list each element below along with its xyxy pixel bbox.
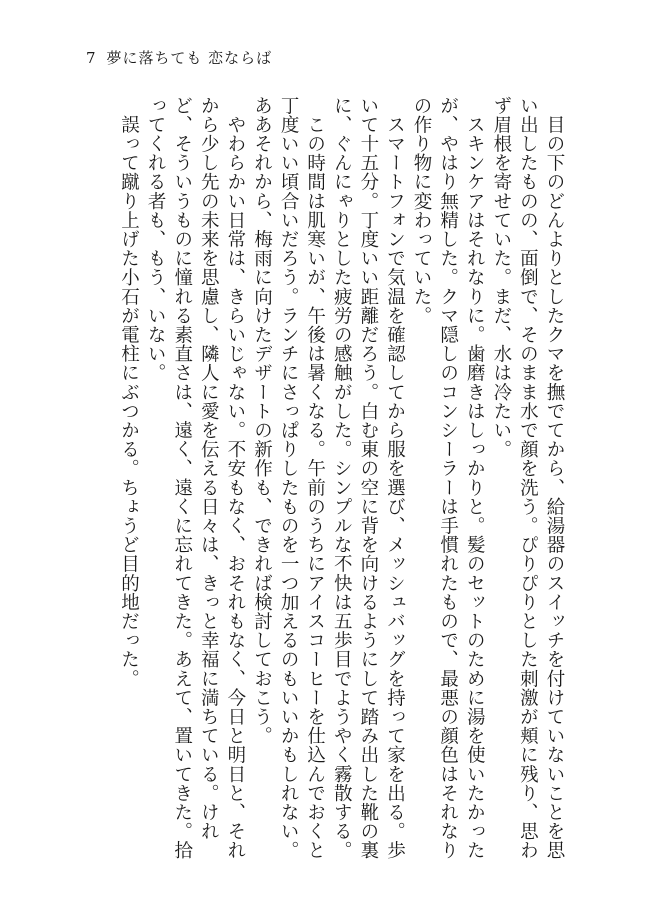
paragraph: 誤って蹴り上げた小石が電柱にぶつかる。ちょうど目的地だった。 xyxy=(118,96,140,689)
running-title: 夢に落ちても 恋ならば xyxy=(106,49,273,67)
paragraph: スキンケアはそれなりに。歯磨きはしっかりと。髪のセットのために湯を使いたかったが、やはり無精した。クマ隠しのコンシーラーは手慣れたもので、最悪の顔色はそれなりの作り物に変わっていた。 xyxy=(411,96,486,860)
running-header xyxy=(86,47,272,68)
body-text xyxy=(87,96,567,871)
paragraph: やわらかい日常は、きらいじゃない。不安もなく、おそれもなく、今日と明日と、それから少し先の未来を思慮し、隣人に愛を伝える日々は、きっと幸福に満ちている。けれど、そういうものに憧れる素直さは、遠く、遠くに忘れてきた。あえて、置いてきた。拾ってくれる者も、もう、いない。 xyxy=(145,96,246,860)
page-number: 7 xyxy=(86,49,97,67)
paragraph: 目の下のどんよりとしたクマを撫でてから、給湯器のスイッチを付けていないことを思い出したものの、面倒で、そのまま水で顔を洗う。ぴりぴりとした刺激が頬に残り、思わず眉根を寄せていた。まだ、水は冷たい。 xyxy=(490,96,565,860)
paragraph: スマートフォンで気温を確認してから服を選び、メッシュバッグを持って家を出る。歩いて十五分。丁度いい距離だろう。白む東の空に背を向けるようにして踏み出した靴の裏に、ぐんにゃりとした疲労の感触がした。シンプルな不快は五歩目でようやく霧散する。 xyxy=(331,96,406,860)
paragraph: この時間は肌寒いが、午後は暑くなる。午前のうちにアイスコーヒーを仕込んでおくと丁度いい頃合いだろう。ランチにさっぱりしたものを一つ加えるのもいいかもしれない。ああそれから、梅雨に向けたデザートの新作も、できれば検討しておこう。 xyxy=(251,96,326,860)
